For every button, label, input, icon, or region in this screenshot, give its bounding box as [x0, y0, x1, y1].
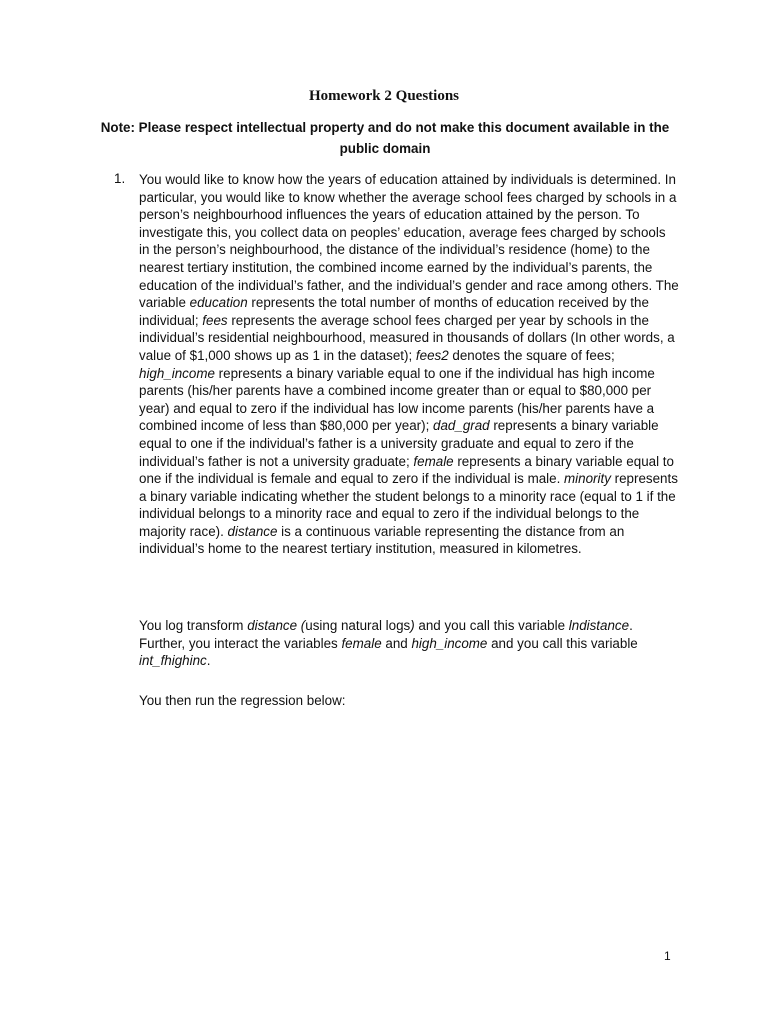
- text-run: using natural logs: [305, 618, 411, 633]
- text-run: represents the average school fees charged per year by schools in the individual’s residential neighbourhood, measured in thousands of dollars (In other words, a value of $1,000 shows up as 1 in the dataset);: [139, 312, 675, 363]
- text-run: You then run the regression below:: [139, 693, 346, 708]
- text-run: represents a binary variable equal to one if the individual’s father is a university graduate and equal to zero if the individual’s father is not a university graduate;: [139, 418, 659, 469]
- page-number: 1: [664, 949, 671, 963]
- variable-name: ): [410, 618, 415, 633]
- text-run: and you call this variable: [414, 618, 569, 633]
- document-title: Homework 2 Questions: [309, 88, 459, 104]
- variable-name: distance (: [247, 618, 306, 633]
- text-run: represents a binary variable indicating whether the student belongs to a minority race (equal to 1 if the individual belongs to a minority race and equal to zero if the individual belongs to the majority race).: [139, 471, 678, 539]
- question-paragraph-transformations: [139, 617, 679, 670]
- text-run: is a continuous variable representing the distance from an individual’s home to the nearest tertiary institution, measured in kilometres.: [139, 523, 625, 557]
- text-run: . Further, you interact the variables: [139, 618, 633, 651]
- question-number: 1.: [114, 171, 126, 186]
- variable-name: fees2: [415, 347, 449, 363]
- text-run: represents a binary variable equal to one if the individual has high income parents (his/her parents have a combined income greater than or equal to $80,000 per year) and equal to zero if the individual has low income parents (his/her parents have a combined income of less than $80,000 per year);: [139, 365, 655, 434]
- variable-name: fees: [202, 312, 228, 328]
- text-run: represents a binary variable equal to one if the individual is female and equal to zero if the individual is male.: [139, 453, 674, 487]
- text-run: represents the total number of months of education received by the individual;: [139, 295, 649, 328]
- text-run: and you call this variable: [487, 635, 638, 651]
- variable-name: dad_grad: [433, 418, 490, 434]
- variable-name: minority: [564, 471, 611, 487]
- ip-notice: Note: Please respect intellectual property and do not make this document available in the public domain: [100, 120, 670, 156]
- variable-name: lndistance: [568, 618, 630, 633]
- variable-name: female: [341, 635, 382, 651]
- question-paragraph-regression-intro: [139, 692, 679, 710]
- variable-name: int_fhighinc: [139, 653, 207, 669]
- question-paragraph-variables: [139, 171, 679, 558]
- text-run: and: [381, 635, 412, 651]
- text-run: You would like to know how the years of education attained by individuals is determined. In particular, you would like to know whether the average school fees charged by schools in a person’s neighbourhood influences the years of education attained by the person. To investigate this, you collect data on peoples’ education, average fees charged by schools in the person’s neighbourhood, the distance of the individual’s residence (home) to the nearest tertiary institution, the combined income earned by the individual’s parents, the education of the individual’s father, and the individual’s gender and race among others. The variable: [139, 172, 679, 311]
- text-run: .: [206, 653, 211, 669]
- variable-name: distance: [227, 523, 278, 539]
- text-run: You log transform: [139, 618, 248, 633]
- variable-name: high_income: [139, 365, 215, 381]
- variable-name: high_income: [411, 635, 488, 651]
- variable-name: female: [413, 453, 454, 469]
- variable-name: education: [189, 295, 248, 311]
- text-run: denotes the square of fees;: [448, 347, 615, 363]
